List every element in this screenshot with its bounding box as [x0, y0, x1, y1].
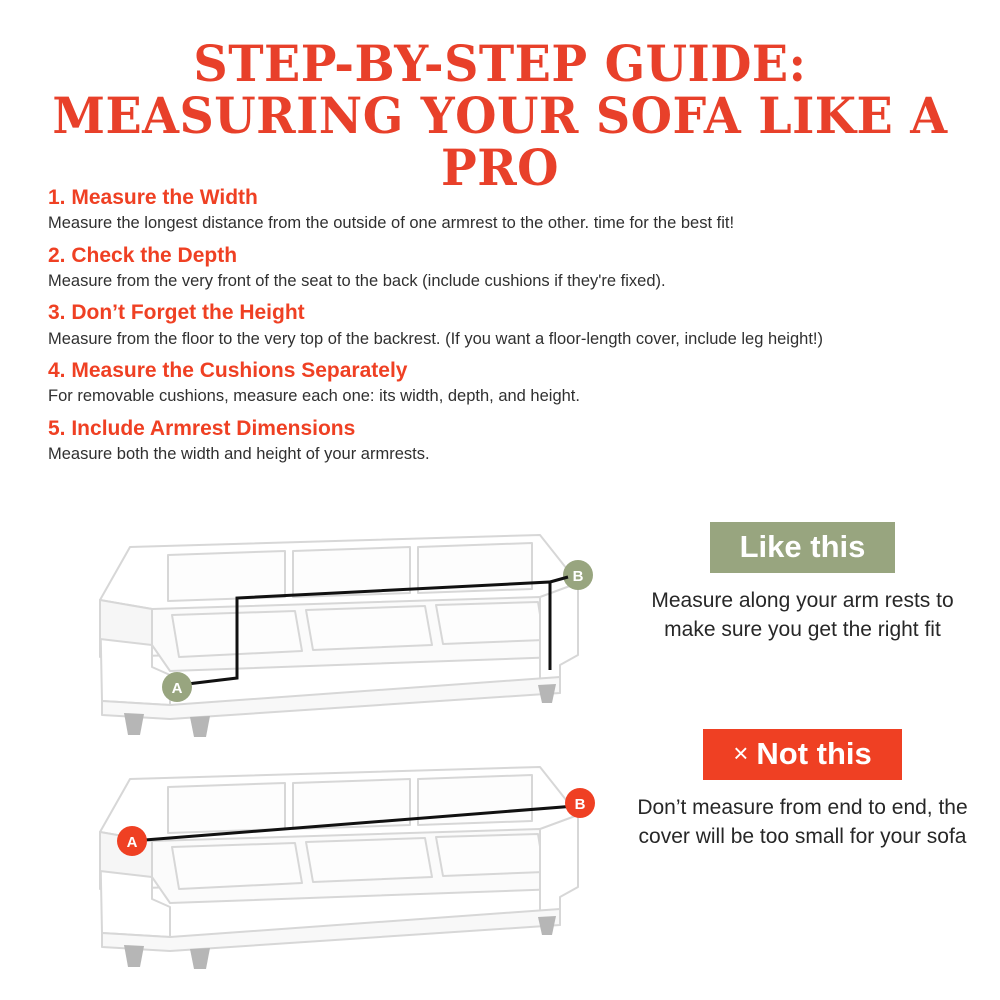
step-heading-4: 4. Measure the Cushions Separately — [48, 359, 408, 383]
marker-b-label: B — [574, 796, 586, 813]
marker-a-label: A — [126, 834, 138, 851]
marker-b-label: B — [572, 568, 584, 585]
callout-not-this-text: Don’t measure from end to end, the cover will be too small for your sofa — [637, 795, 968, 848]
step-item-3 — [48, 300, 964, 350]
badge-not-this-label: Not this — [756, 735, 872, 771]
step-item-1 — [48, 185, 964, 235]
step-item-4 — [48, 358, 964, 408]
marker-a-label: A — [171, 680, 183, 697]
sofa-diagrams — [40, 505, 640, 975]
step-body-1: Measure the longest distance from the outside of one armrest to the other. time for the best fit! — [48, 214, 735, 233]
step-body-3: Measure from the floor to the very top of the backrest. (If you want a floor-length cover, include leg height!) — [48, 329, 823, 348]
callout-like-this — [625, 522, 980, 645]
callout-not-this — [625, 729, 980, 852]
callouts — [625, 522, 980, 852]
sofa-illustration-icon — [40, 737, 640, 972]
badge-not-this — [703, 729, 902, 780]
step-heading-1: 1. Measure the Width — [48, 186, 258, 209]
step-item-2 — [48, 243, 964, 293]
step-heading-2: 2. Check the Depth — [48, 243, 238, 267]
page-title — [0, 34, 1000, 197]
step-heading-3: 3. Don’t Forget the Height — [48, 301, 305, 325]
steps-list — [48, 185, 964, 473]
step-body-5: Measure both the width and height of your armrests. — [48, 445, 430, 463]
step-body-2: Measure from the very front of the seat to the back (include cushions if they're fixed). — [48, 271, 666, 290]
sofa-diagram-correct — [40, 505, 640, 740]
close-icon: × — [733, 737, 749, 768]
title-line-1: STEP-BY-STEP GUIDE: — [193, 34, 807, 93]
title-line-2: MEASURING YOUR SOFA LIKE A PRO — [52, 86, 948, 197]
sofa-illustration-icon — [40, 505, 640, 740]
step-item-5 — [48, 416, 964, 466]
callout-like-this-text: Measure along your arm rests to make sure you get the right fit — [651, 589, 954, 641]
step-heading-5: 5. Include Armrest Dimensions — [48, 416, 356, 440]
badge-like-this: Like this — [710, 522, 896, 573]
step-body-4: For removable cushions, measure each one: its width, depth, and height. — [48, 387, 580, 406]
sofa-diagram-incorrect — [40, 737, 640, 972]
